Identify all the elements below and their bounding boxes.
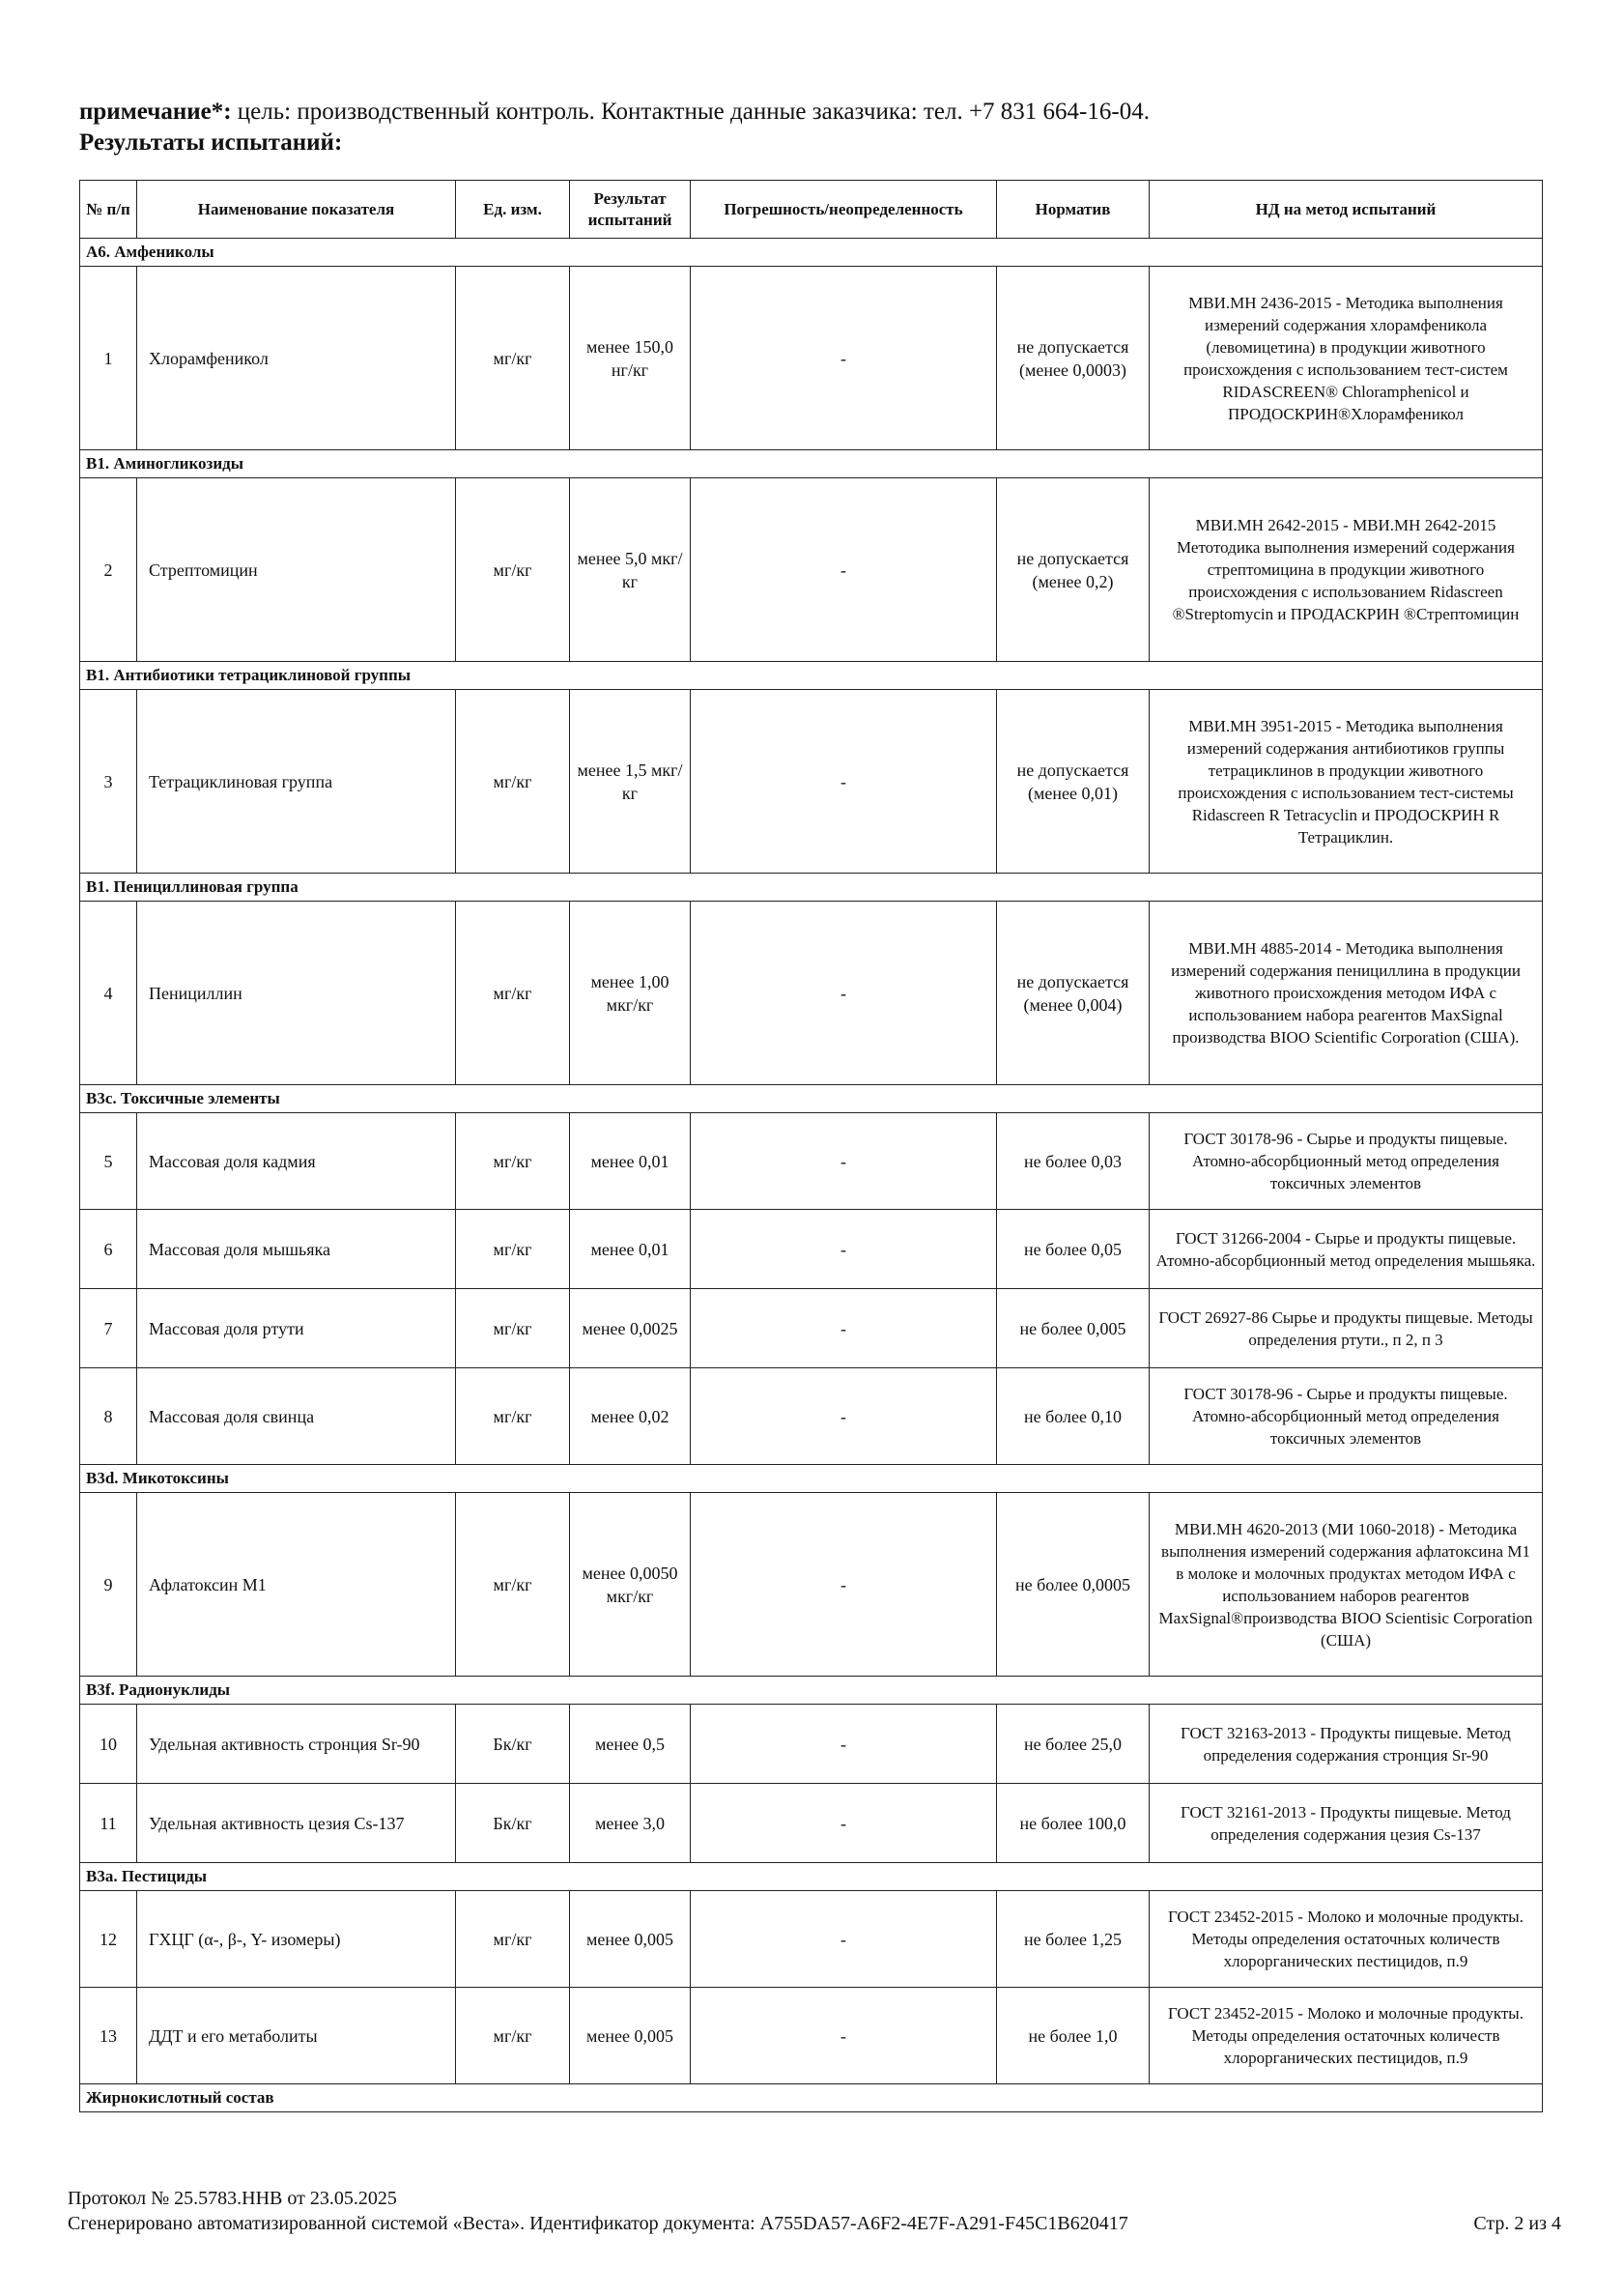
cell-result: менее 3,0 [570,1784,691,1863]
cell-method: ГОСТ 26927-86 Сырье и продукты пищевые. Методы определения ртути., п 2, п 3 [1150,1289,1543,1368]
cell-result: менее 1,5 мкг/кг [570,690,691,874]
col-header-result: Результат испытаний [570,181,691,239]
table-row [80,1784,1543,1863]
cell-num: 6 [80,1210,137,1289]
table-row [80,902,1543,1085]
cell-name: Массовая доля мышьяка [137,1210,456,1289]
section-row [80,1863,1543,1891]
cell-unit: мг/кг [456,1113,570,1210]
protocol-number: Протокол № 25.5783.ННВ от 23.05.2025 [68,2188,397,2209]
table-row [80,1988,1543,2084]
cell-result: менее 0,01 [570,1113,691,1210]
col-header-method: НД на метод испытаний [1150,181,1543,239]
cell-result: менее 1,00 мкг/кг [570,902,691,1085]
section-row [80,1085,1543,1113]
results-table [79,180,1543,2112]
note-label: примечание*: [79,99,232,125]
table-row [80,1493,1543,1677]
generated-note: Сгенерировано автоматизированной системой «Веста». Идентификатор документа: A755DA57-A6F2-4E7F-A291-F45C1B620417 [68,2213,1128,2234]
cell-result: менее 0,0050 мкг/кг [570,1493,691,1677]
table-header-row [80,181,1543,239]
cell-uncertainty: - [691,1113,997,1210]
cell-unit: мг/кг [456,1289,570,1368]
cell-num: 2 [80,478,137,662]
cell-result: менее 150,0 нг/кг [570,267,691,450]
cell-num: 7 [80,1289,137,1368]
cell-name: Стрептомицин [137,478,456,662]
cell-name: Хлорамфеникол [137,267,456,450]
cell-norm: не более 0,05 [997,1210,1150,1289]
section-title: В1. Антибиотики тетрациклиновой группы [80,662,1543,690]
cell-name: Афлатоксин М1 [137,1493,456,1677]
cell-num: 5 [80,1113,137,1210]
section-title: В3с. Токсичные элементы [80,1085,1543,1113]
table-row [80,1210,1543,1289]
section-row [80,450,1543,478]
cell-num: 4 [80,902,137,1085]
cell-unit: мг/кг [456,1891,570,1988]
section-row [80,1465,1543,1493]
cell-method: МВИ.МН 3951-2015 - Методика выполнения измерений содержания антибиотиков группы тетрациклинов в продукции животного происхождения с использованием тест-системы Ridascreen R Tetracyclin и ПРОДОСКРИН R Тетрациклин. [1150,690,1543,874]
cell-name: Пенициллин [137,902,456,1085]
table-row [80,1705,1543,1784]
cell-uncertainty: - [691,478,997,662]
cell-method: МВИ.МН 4620-2013 (МИ 1060-2018) - Методика выполнения измерений содержания афлатоксина М1 в молоке и молочных продуктах методом ИФА с использованием наборов реагентов MaxSignal®производства BIOO Scientisic Corporation (США) [1150,1493,1543,1677]
section-title: В3d. Микотоксины [80,1465,1543,1493]
cell-method: ГОСТ 30178-96 - Сырье и продукты пищевые. Атомно-абсорбционный метод определения токсичных элементов [1150,1113,1543,1210]
cell-method: МВИ.МН 2436-2015 - Методика выполнения измерений содержания хлорамфеникола (левомицетина) в продукции животного происхождения с использованием тест-систем RIDASCREEN® Chloramphenicol и ПРОДОСКРИН®Хлорамфеникол [1150,267,1543,450]
cell-num: 1 [80,267,137,450]
cell-name: Массовая доля свинца [137,1368,456,1465]
cell-result: менее 0,01 [570,1210,691,1289]
cell-unit: мг/кг [456,690,570,874]
cell-uncertainty: - [691,1705,997,1784]
cell-norm: не более 0,0005 [997,1493,1150,1677]
section-row [80,874,1543,902]
cell-unit: мг/кг [456,267,570,450]
cell-norm: не допускается (менее 0,004) [997,902,1150,1085]
col-header-unit: Ед. изм. [456,181,570,239]
cell-result: менее 0,005 [570,1988,691,2084]
cell-method: МВИ.МН 4885-2014 - Методика выполнения измерений содержания пенициллина в продукции животного происхождения методом ИФА с использованием набора реагентов MaxSignal производства BIOO Scientific Corporation (США). [1150,902,1543,1085]
cell-name: ДДТ и его метаболиты [137,1988,456,2084]
cell-num: 8 [80,1368,137,1465]
section-title: В1. Пенициллиновая группа [80,874,1543,902]
cell-num: 12 [80,1891,137,1988]
col-header-uncertainty: Погрешность/неопределенность [691,181,997,239]
cell-method: ГОСТ 23452-2015 - Молоко и молочные продукты. Методы определения остаточных количеств хлорорганических пестицидов, п.9 [1150,1988,1543,2084]
section-title: В3f. Радионуклиды [80,1677,1543,1705]
section-title: В1. Аминогликозиды [80,450,1543,478]
cell-uncertainty: - [691,1988,997,2084]
table-row [80,690,1543,874]
cell-num: 13 [80,1988,137,2084]
table-row [80,1289,1543,1368]
cell-unit: мг/кг [456,1493,570,1677]
cell-unit: мг/кг [456,1210,570,1289]
cell-uncertainty: - [691,1784,997,1863]
document-footer [68,2186,1561,2236]
cell-unit: мг/кг [456,1988,570,2084]
cell-uncertainty: - [691,267,997,450]
cell-method: ГОСТ 32161-2013 - Продукты пищевые. Метод определения содержания цезия Cs-137 [1150,1784,1543,1863]
cell-method: ГОСТ 32163-2013 - Продукты пищевые. Метод определения содержания стронция Sr-90 [1150,1705,1543,1784]
cell-name: ГХЦГ (α-, β-, Υ- изомеры) [137,1891,456,1988]
cell-uncertainty: - [691,1891,997,1988]
table-row [80,1891,1543,1988]
section-row [80,662,1543,690]
cell-num: 9 [80,1493,137,1677]
section-row [80,239,1543,267]
col-header-norm: Норматив [997,181,1150,239]
cell-norm: не допускается (менее 0,01) [997,690,1150,874]
cell-norm: не более 100,0 [997,1784,1150,1863]
cell-uncertainty: - [691,690,997,874]
cell-result: менее 5,0 мкг/кг [570,478,691,662]
col-header-name: Наименование показателя [137,181,456,239]
section-title: А6. Амфениколы [80,239,1543,267]
cell-uncertainty: - [691,1368,997,1465]
cell-name: Массовая доля кадмия [137,1113,456,1210]
cell-method: ГОСТ 31266-2004 - Сырье и продукты пищевые. Атомно-абсорбционный метод определения мышьяка. [1150,1210,1543,1289]
cell-norm: не более 0,03 [997,1113,1150,1210]
cell-method: МВИ.МН 2642-2015 - МВИ.МН 2642-2015 Метотодика выполнения измерений содержания стрептомицина в продукции животного происхождения с использованием Ridascreen ®Streptomycin и ПРОДАСКРИН ®Стрептомицин [1150,478,1543,662]
cell-method: ГОСТ 23452-2015 - Молоко и молочные продукты. Методы определения остаточных количеств хлорорганических пестицидов, п.9 [1150,1891,1543,1988]
table-row [80,1368,1543,1465]
page-number: Стр. 2 из 4 [1473,2213,1561,2234]
cell-norm: не более 25,0 [997,1705,1150,1784]
cell-norm: не допускается (менее 0,0003) [997,267,1150,450]
table-row [80,478,1543,662]
cell-uncertainty: - [691,1493,997,1677]
cell-norm: не более 1,25 [997,1891,1150,1988]
cell-uncertainty: - [691,902,997,1085]
cell-unit: мг/кг [456,1368,570,1465]
table-row [80,1113,1543,1210]
cell-unit: Бк/кг [456,1784,570,1863]
section-title: В3а. Пестициды [80,1863,1543,1891]
cell-unit: мг/кг [456,478,570,662]
cell-norm: не более 0,005 [997,1289,1150,1368]
cell-result: менее 0,005 [570,1891,691,1988]
results-body [80,239,1543,2112]
cell-num: 10 [80,1705,137,1784]
cell-name: Тетрациклиновая группа [137,690,456,874]
cell-uncertainty: - [691,1210,997,1289]
table-row [80,267,1543,450]
cell-result: менее 0,02 [570,1368,691,1465]
cell-uncertainty: - [691,1289,997,1368]
cell-norm: не допускается (менее 0,2) [997,478,1150,662]
document-header [79,97,1548,158]
cell-norm: не более 1,0 [997,1988,1150,2084]
cell-name: Удельная активность стронция Sr-90 [137,1705,456,1784]
cell-result: менее 0,0025 [570,1289,691,1368]
cell-name: Массовая доля ртути [137,1289,456,1368]
cell-name: Удельная активность цезия Cs-137 [137,1784,456,1863]
note-text: цель: производственный контроль. Контактные данные заказчика: тел. +7 831 664-16-04. [237,99,1150,125]
cell-unit: Бк/кг [456,1705,570,1784]
cell-norm: не более 0,10 [997,1368,1150,1465]
cell-unit: мг/кг [456,902,570,1085]
col-header-num: № п/п [80,181,137,239]
section-row [80,2084,1543,2112]
section-row [80,1677,1543,1705]
note-line [79,97,1548,128]
section-title: Жирнокислотный состав [80,2084,1543,2112]
cell-method: ГОСТ 30178-96 - Сырье и продукты пищевые. Атомно-абсорбционный метод определения токсичных элементов [1150,1368,1543,1465]
cell-num: 11 [80,1784,137,1863]
results-title: Результаты испытаний: [79,129,343,156]
cell-num: 3 [80,690,137,874]
cell-result: менее 0,5 [570,1705,691,1784]
